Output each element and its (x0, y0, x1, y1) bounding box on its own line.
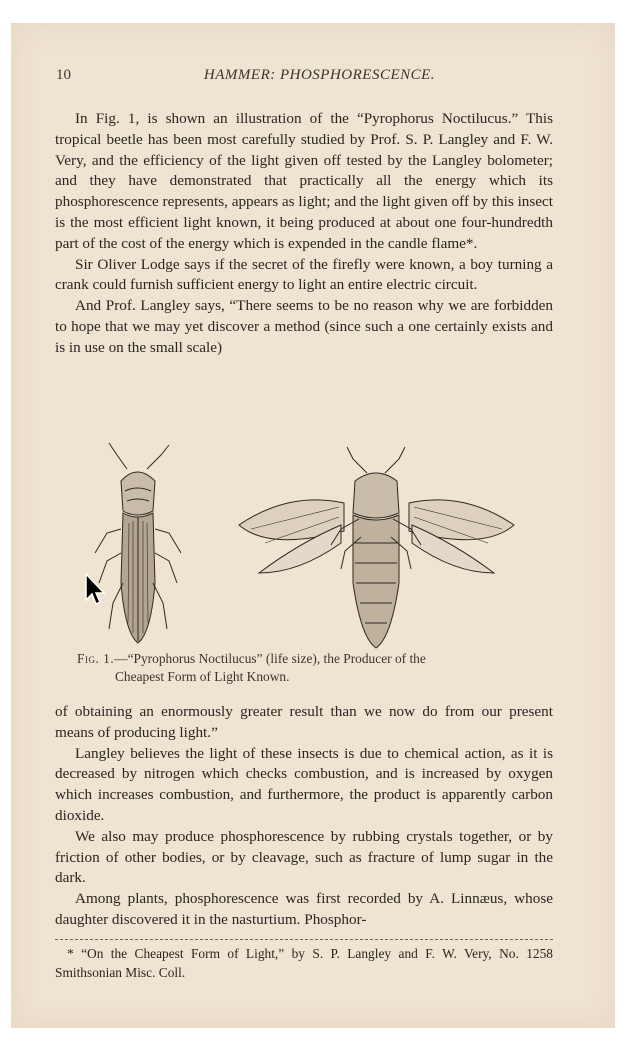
footnote-text: * “On the Cheapest Form of Light,” by S. P. Langley and F. W. Very, No. 1258 Smithsonian Misc. Coll. (55, 946, 553, 980)
caption-line-1: —“Pyrophorus Noctilucus” (life size), the Producer of the (114, 651, 426, 666)
footnote-divider (55, 939, 553, 940)
mouse-pointer-icon (84, 572, 106, 608)
book-page (11, 23, 615, 1028)
footnote (55, 944, 553, 982)
running-head: HAMMER: PHOSPHORESCENCE. (203, 67, 436, 83)
body-text-top (55, 109, 553, 359)
beetle-dorsal-icon (95, 443, 181, 643)
figure-illustration (69, 433, 569, 653)
paragraph: Sir Oliver Lodge says if the secret of the firefly were known, a boy turning a crank could furnish sufficient energy to light an entire electric circuit. (55, 255, 553, 294)
page-number: 10 (56, 67, 71, 83)
paragraph: And Prof. Langley says, “There seems to be no reason why we are forbidden to hope that we may yet discover a method (since such a one certainly exists and is in use on the small scale) (55, 297, 553, 356)
body-text-bottom (55, 702, 553, 931)
figure-label: Fig. 1. (77, 651, 115, 666)
page-header (56, 67, 553, 87)
paragraph-continuation: of obtaining an enormously greater result than we now do from our present means of producing light.” (55, 703, 553, 741)
figure-caption (77, 650, 553, 686)
paragraph: Among plants, phosphorescence was first recorded by A. Linnæus, whose daughter discovered it in the nasturtium. Phosphor- (55, 890, 553, 928)
beetle-ventral-icon (239, 447, 514, 648)
paragraph: Langley believes the light of these insects is due to chemical action, as it is decreased by nitrogen which checks combustion, and is increased by oxygen which increases combustion, and furthermore, the product is apparently carbon dioxide. (55, 744, 553, 824)
paragraph: We also may produce phosphorescence by rubbing crystals together, or by friction of other bodies, or by cleavage, such as fracture of lump sugar in the dark. (55, 827, 553, 887)
paragraph: In Fig. 1, is shown an illustration of the “Pyrophorus Noctilucus.” This tropical beetle has been most carefully studied by Prof. S. P. Langley and F. W. Very, and the efficiency of the light given off tested by the Langley bolometer; and they have demonstrated that practically all the energy which its phosphorescence represents, appears as light; and the light given off by this insect is the most efficient light known, it being produced at about one four-hundredth part of the cost of the energy which is expended in the candle flame*. (55, 110, 553, 252)
caption-line-2: Cheapest Form of Light Known. (115, 669, 290, 684)
